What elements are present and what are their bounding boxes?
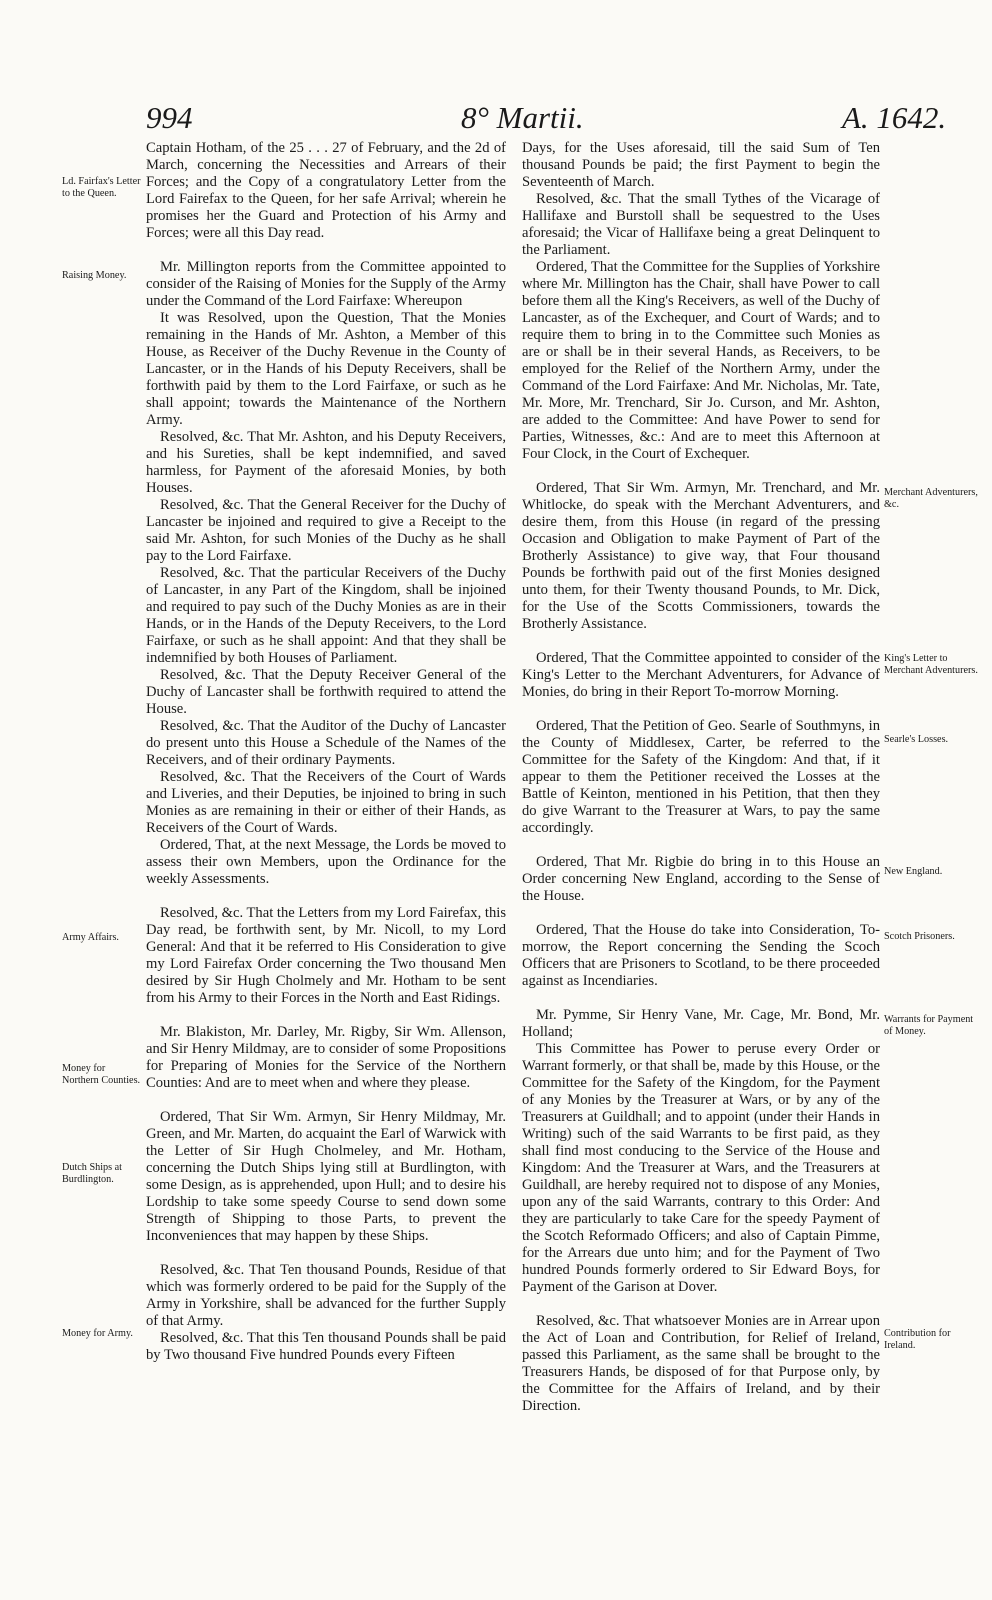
paragraph: Resolved, &c. That the particular Receivers of the Duchy of Lancaster, in any Part of the Kingdom, shall be injoined and required to pay such of the Duchy Monies as are in their Hands, or in the Hands of the Deputy Receivers, to the Lord Fairfaxe, or such as he shall appoint: And that they shall be indemnified by both Houses of Parliament. [146, 565, 506, 666]
margin-note: Money for Army. [62, 1328, 133, 1339]
paragraph: Ordered, That the House do take into Consideration, To-morrow, the Report concerning the Sending the Scoch Officers that are Prisoners to Scotland, to be there proceeded against as Incendiaries. [522, 922, 880, 989]
paragraph: Resolved, &c. That the small Tythes of the Vicarage of Hallifaxe and Burstoll shall be sequestred to the Uses aforesaid; the Vicar of Hallifaxe being a great Delinquent to the Parliament. [522, 191, 880, 258]
paragraph: Resolved, &c. That Mr. Ashton, and his Deputy Receivers, and his Sureties, shall be kept indemnified, and saved harmless, for Payment of the aforesaid Monies, by both Houses. [146, 429, 506, 496]
margin-note: Contribution for Ireland. [884, 1328, 951, 1351]
paragraph: Resolved, &c. That the Letters from my Lord Fairefax, this Day read, be forthwith sent, by Mr. Nicoll, to my Lord General: And that it be referred to His Consideration to give my Lord Fairefax Order concerning the Two thousand Men desired by Sir Hugh Cholmely and Mr. Hotham to be sent from his Army to their Forces in the North and East Ridings. [146, 905, 506, 1006]
paragraph: Mr. Millington reports from the Committee appointed to consider of the Raising of Monies for the Supply of the Army under the Command of the Lord Fairfaxe: Whereupon [146, 259, 506, 309]
paragraph: Days, for the Uses aforesaid, till the said Sum of Ten thousand Pounds be paid; the first Payment to begin the Seventeenth of March. [522, 140, 880, 190]
margin-note: Army Affairs. [62, 932, 119, 943]
margin-note: Dutch Ships at Burdlington. [62, 1162, 122, 1185]
left-column [146, 140, 506, 1364]
paragraph: Ordered, That Sir Wm. Armyn, Sir Henry Mildmay, Mr. Green, and Mr. Marten, do acquaint the Earl of Warwick with the Letter of Sir Hugh Cholmeley, and Mr. Hotham, concerning the Dutch Ships lying still at Burdlington, with some Design, as is apprehended, upon Hull; and to desire his Lordship to take some speedy Course to send down some Strength of Shipping to those Parts, to prevent the Inconveniences that may happen by these Ships. [146, 1109, 506, 1244]
margin-note: Searle's Losses. [884, 734, 949, 745]
margin-note: Money for Northern Counties. [62, 1063, 141, 1086]
paragraph: Ordered, That the Committee appointed to consider of the King's Letter to the Merchant Adventurers, for Advance of Monies, do bring in their Report To-morrow Morning. [522, 650, 880, 700]
paragraph: Ordered, That the Petition of Geo. Searle of Southmyns, in the County of Middlesex, Carter, be referred to the Committee for the Safety of the Kingdom: And that, if it appear to them the Petitioner received the Losses at the Battle of Keinton, mentioned in his Petition, that then they do give Warrant to the Treasurer at Wars, to pay the same accordingly. [522, 718, 880, 836]
paragraph: Ordered, That Mr. Rigbie do bring in to this House an Order concerning New England, according to the Sense of the House. [522, 854, 880, 904]
paragraph: Resolved, &c. That the Auditor of the Duchy of Lancaster do present unto this House a Schedule of the Names of the Receivers, and of their ordinary Payments. [146, 718, 506, 768]
header-year: A. 1642. [842, 100, 947, 135]
margin-note: King's Letter to Merchant Adventurers. [884, 653, 978, 676]
margin-note: New England. [884, 866, 943, 877]
right-column [522, 140, 880, 1415]
paragraph: Captain Hotham, of the 25 . . . 27 of February, and the 2d of March, concerning the Necessities and Arrears of their Forces; and the Copy of a congratulatory Letter from the Lord Fairefax to the Queen, for her safe Arrival; wherein he promises her the Guard and Protection of his Army and Forces; were all this Day read. [146, 140, 506, 241]
margin-note: Ld. Fairfax's Letter to the Queen. [62, 176, 141, 199]
margin-note: Raising Money. [62, 270, 127, 281]
margin-note: Merchant Adventurers, &c. [884, 487, 978, 510]
paragraph: Ordered, That, at the next Message, the Lords be moved to assess their own Members, upon the Ordinance for the weekly Assessments. [146, 837, 506, 887]
paragraph: Ordered, That Sir Wm. Armyn, Mr. Trenchard, and Mr. Whitlocke, do speak with the Merchant Adventurers, and desire them, from this House (in regard of the pressing Occasion and Obligation to make Payment of Part of the Brotherly Assistance) to give way, that Four thousand Pounds be forthwith paid out of the first Monies designed unto them, for their Twenty thousand Pounds, to Mr. Dick, for the Use of the Scotts Commissioners, towards the Brotherly Assistance. [522, 480, 880, 632]
paragraph: Resolved, &c. That Ten thousand Pounds, Residue of that which was formerly ordered to be paid for the Supply of the Army in Yorkshire, shall be advanced for the further Supply of that Army. [146, 1262, 506, 1329]
paragraph: Resolved, &c. That whatsoever Monies are in Arrear upon the Act of Loan and Contribution, for Relief of Ireland, passed this Parliament, as the same shall be brought to the Treasurers Hands, be disposed of for that Purpose only, by the Committee for the Affairs of Ireland, and by their Direction. [522, 1313, 880, 1414]
margin-note: Scotch Prisoners. [884, 931, 955, 942]
header-date: 8° Martii. [461, 100, 584, 135]
paragraph: Mr. Blakiston, Mr. Darley, Mr. Rigby, Sir Wm. Allenson, and Sir Henry Mildmay, are to consider of some Propositions for Preparing of Monies for the Service of the Northern Counties: And are to meet when and where they please. [146, 1024, 506, 1091]
paragraph: Resolved, &c. That this Ten thousand Pounds shall be paid by Two thousand Five hundred Pounds every Fifteen [146, 1330, 506, 1363]
paragraph: Resolved, &c. That the Receivers of the Court of Wards and Liveries, and their Deputies, be injoined to bring in such Monies as are remaining in their or either of their Hands, as Receivers of the Court of Wards. [146, 769, 506, 836]
paragraph: Resolved, &c. That the Deputy Receiver General of the Duchy of Lancaster shall be forthwith required to attend the House. [146, 667, 506, 717]
paragraph: Ordered, That the Committee for the Supplies of Yorkshire where Mr. Millington has the Chair, shall have Power to call before them all the King's Receivers, as well of the Duchy of Lancaster, as of the Exchequer, and Court of Wards; and to require them to bring in to the Committee such Monies as are or shall be in their several Hands, as Receivers, to be employed for the Relief of the Northern Army, under the Command of the Lord Fairfaxe: And Mr. Nicholas, Mr. Tate, Mr. More, Mr. Trenchard, Sir Jo. Curson, and Mr. Ashton, are added to the Committee: And have Power to send for Parties, Witnesses, &c.: And are to meet this Afternoon at Four Clock, in the Court of Exchequer. [522, 259, 880, 462]
page-header [0, 100, 992, 140]
paragraph: This Committee has Power to peruse every Order or Warrant formerly, or that shall be, made by this House, or the Committee for the Safety of the Kingdom, for the Payment of any Monies by the Treasurer at Wars, or by any of the Treasurers at Guildhall; and to appoint (under their Hands in Writing) such of the said Warrants to be first paid, as they shall find most conducing to the Service of the House and Kingdom: And the Treasurer at Wars, and the Treasurers at Guildhall, are hereby required not to dispose of any Monies, upon any of the said Warrants, contrary to this Order: And they are particularly to take Care for the speedy Payment of the Scotch Reformado Officers; and also of Captain Pimme, for the Arrears due unto him; and for the Payment of Two hundred Pounds formerly ordered to Sir Edward Boys, for Payment of the Garison at Dover. [522, 1041, 880, 1295]
paragraph: It was Resolved, upon the Question, That the Monies remaining in the Hands of Mr. Ashton, a Member of this House, as Receiver of the Duchy Revenue in the County of Lancaster, or in the Hands of his Deputy Receivers, shall be forthwith paid by them to the Lord Fairfaxe, or such as he shall appoint; towards the Maintenance of the Northern Army. [146, 310, 506, 428]
paragraph: Resolved, &c. That the General Receiver for the Duchy of Lancaster be injoined and required to give a Receipt to the said Mr. Ashton, for such Monies of the Duchy as he shall pay to the Lord Fairfaxe. [146, 497, 506, 564]
page-number: 994 [146, 100, 193, 135]
paragraph: Mr. Pymme, Sir Henry Vane, Mr. Cage, Mr. Bond, Mr. Holland; [522, 1007, 880, 1040]
margin-note: Warrants for Payment of Money. [884, 1014, 974, 1037]
